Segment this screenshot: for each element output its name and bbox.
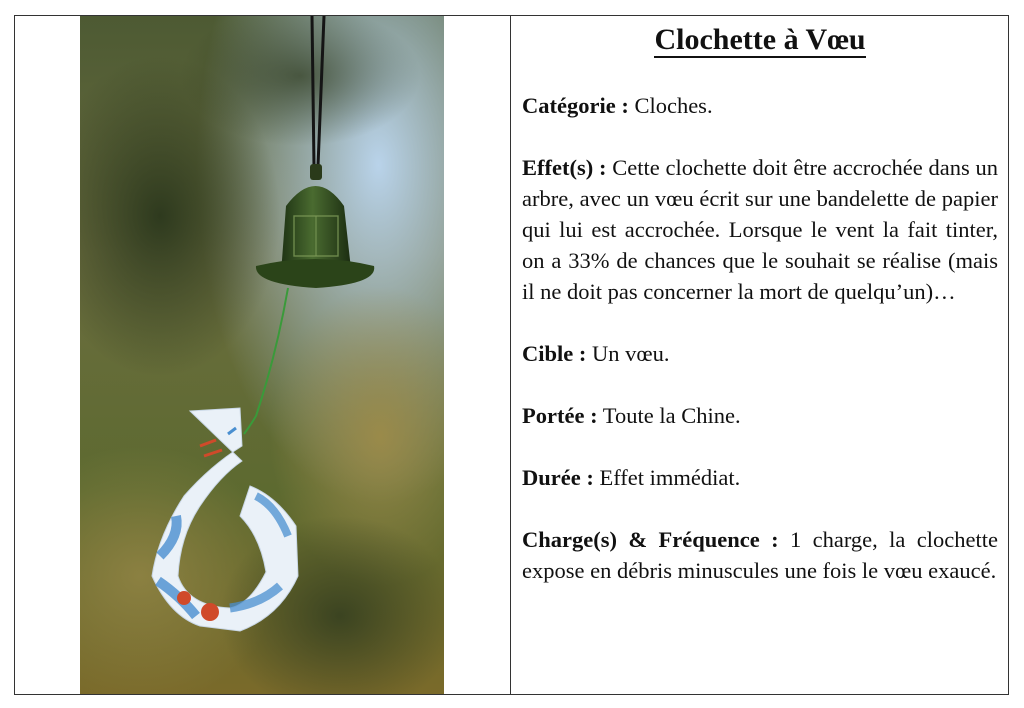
field-charges	[522, 524, 998, 586]
field-range-label: Portée :	[522, 403, 598, 428]
field-category	[522, 90, 998, 121]
field-target	[522, 338, 998, 369]
field-duration	[522, 462, 998, 493]
field-range	[522, 400, 998, 431]
field-effects-label: Effet(s) :	[522, 155, 607, 180]
field-duration-label: Durée :	[522, 465, 594, 490]
field-category-value: Cloches.	[628, 93, 713, 118]
field-target-label: Cible :	[522, 341, 587, 366]
field-duration-value: Effet immédiat.	[593, 465, 741, 490]
field-category-label: Catégorie :	[522, 93, 629, 118]
field-range-value: Toute la Chine.	[597, 403, 741, 428]
field-effects	[522, 152, 998, 307]
field-effects-value: Cette clochette doit être accrochée dans un arbre, avec un vœu écrit sur une bandelette de papier qui lui est accrochée. Lorsque le vent la fait tinter, on a 33% de chances que le souhait se réalise (mais il ne doit pas concerner la mort de quelqu’un)…	[522, 155, 998, 304]
bell-photo	[80, 16, 444, 694]
field-target-value: Un vœu.	[586, 341, 670, 366]
card-title: Clochette à Vœu	[654, 23, 866, 56]
column-divider	[510, 15, 511, 695]
field-charges-label: Charge(s) & Fréquence :	[522, 527, 779, 552]
field-charges-value: 1 charge, la clochette expose en débris minuscules une fois le vœu exaucé.	[522, 527, 998, 583]
description-panel	[522, 16, 998, 617]
